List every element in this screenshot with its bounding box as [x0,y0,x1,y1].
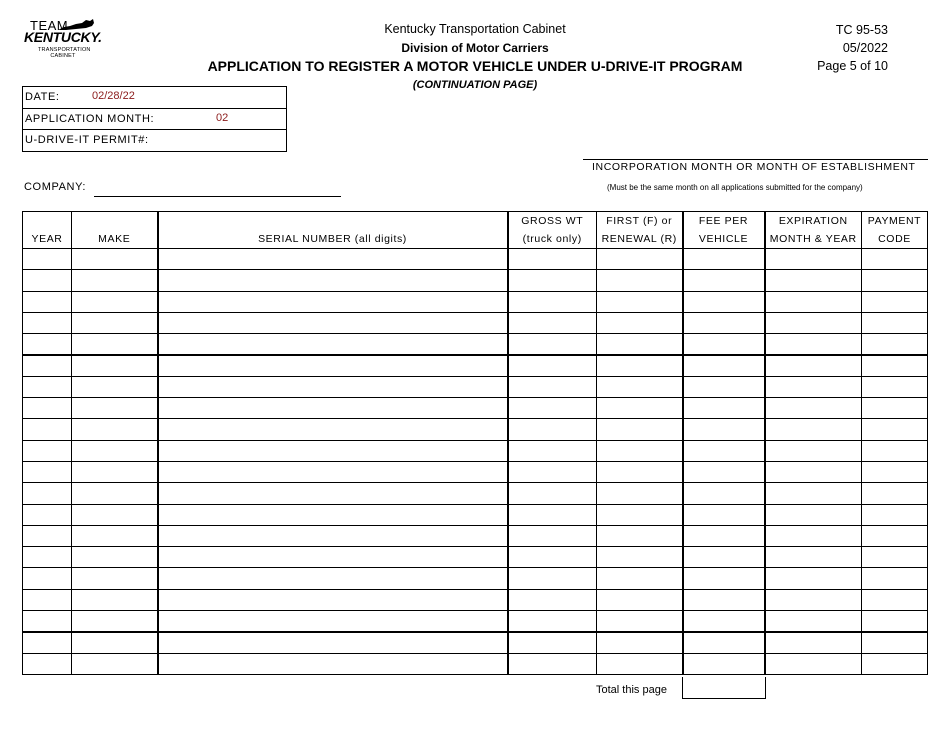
header-serial-number-line1 [159,212,507,230]
first-or-renewal-cell[interactable] [597,334,683,355]
make-cell[interactable] [72,398,158,419]
payment-code-cell[interactable] [862,376,928,397]
fee-per-vehicle-cell[interactable] [683,461,765,482]
payment-code-cell[interactable] [862,249,928,270]
first-or-renewal-cell[interactable] [597,547,683,568]
gross-weight-cell[interactable] [508,611,597,632]
total-label: Total this page [596,684,667,696]
serial-number-cell[interactable] [158,398,508,419]
gross-weight-cell[interactable] [508,525,597,546]
serial-number-cell[interactable] [158,249,508,270]
serial-number-cell[interactable] [158,483,508,504]
payment-code-cell[interactable] [862,568,928,589]
fee-per-vehicle-cell[interactable] [683,483,765,504]
payment-code-cell[interactable] [862,419,928,440]
logo-cabinet-text: CABINET [50,53,76,59]
gross-weight-cell[interactable] [508,376,597,397]
gross-weight-cell[interactable] [508,568,597,589]
payment-code-cell[interactable] [862,611,928,632]
make-cell[interactable] [72,483,158,504]
payment-code-cell[interactable] [862,461,928,482]
permit-label: U-DRIVE-IT PERMIT#: [25,134,149,146]
gross-weight-cell[interactable] [508,270,597,291]
company-field[interactable] [94,196,341,197]
expiration-cell[interactable] [765,312,862,333]
serial-number-cell[interactable] [158,461,508,482]
fee-per-vehicle-cell[interactable] [683,419,765,440]
table-row [23,611,928,632]
make-cell[interactable] [72,611,158,632]
gross-weight-cell[interactable] [508,504,597,525]
application-month-field[interactable]: 02 [216,111,229,124]
first-or-renewal-cell[interactable] [597,632,683,653]
year-cell[interactable] [23,589,72,610]
application-info-box [22,86,287,152]
expiration-cell[interactable] [765,334,862,355]
make-cell[interactable] [72,355,158,376]
payment-code-cell[interactable] [862,483,928,504]
fee-per-vehicle-cell[interactable] [683,334,765,355]
year-cell[interactable] [23,270,72,291]
total-field[interactable] [682,677,766,699]
header-expiration-line1: EXPIRATION [778,215,848,227]
expiration-cell[interactable] [765,525,862,546]
table-row [23,632,928,653]
fee-per-vehicle-cell[interactable] [683,312,765,333]
make-cell[interactable] [72,547,158,568]
header-gross-weight-line1: GROSS WT [521,215,584,227]
serial-number-cell[interactable] [158,504,508,525]
make-cell[interactable] [72,291,158,312]
incorporation-field-line[interactable] [583,159,928,160]
table-row [23,355,928,376]
header-payment-code-line2: CODE [878,233,911,245]
gross-weight-cell[interactable] [508,483,597,504]
table-row [23,653,928,674]
fee-per-vehicle-cell[interactable] [683,632,765,653]
first-or-renewal-cell[interactable] [597,611,683,632]
make-cell[interactable] [72,504,158,525]
header-make [72,212,158,249]
table-body [23,249,928,675]
year-cell[interactable] [23,249,72,270]
expiration-cell[interactable] [765,504,862,525]
gross-weight-cell[interactable] [508,398,597,419]
header-serial-number-line2: SERIAL NUMBER (all digits) [258,233,407,245]
year-cell[interactable] [23,440,72,461]
expiration-cell[interactable] [765,398,862,419]
first-or-renewal-cell[interactable] [597,653,683,674]
first-or-renewal-cell[interactable] [597,483,683,504]
payment-code-cell[interactable] [862,653,928,674]
year-cell[interactable] [23,398,72,419]
first-or-renewal-cell[interactable] [597,270,683,291]
first-or-renewal-cell[interactable] [597,589,683,610]
expiration-cell[interactable] [765,611,862,632]
gross-weight-cell[interactable] [508,291,597,312]
fee-per-vehicle-cell[interactable] [683,376,765,397]
date-label: DATE: [25,91,60,103]
first-or-renewal-cell[interactable] [597,355,683,376]
make-cell[interactable] [72,653,158,674]
year-cell[interactable] [23,504,72,525]
header-make-line2: MAKE [98,233,131,245]
serial-number-cell[interactable] [158,589,508,610]
incorporation-note: (Must be the same month on all applications submitted for the company) [607,183,863,192]
year-cell[interactable] [23,461,72,482]
table-row [23,291,928,312]
gross-weight-cell[interactable] [508,653,597,674]
make-cell[interactable] [72,270,158,291]
gross-weight-cell[interactable] [508,589,597,610]
table-row [23,440,928,461]
payment-code-cell[interactable] [862,504,928,525]
table-row [23,270,928,291]
payment-code-cell[interactable] [862,589,928,610]
header-fee-per-vehicle-line2: VEHICLE [698,233,749,245]
make-cell[interactable] [72,334,158,355]
fee-per-vehicle-cell[interactable] [683,589,765,610]
header-gross-weight-line2: (truck only) [522,233,582,245]
expiration-cell[interactable] [765,483,862,504]
agency-name: Kentucky Transportation Cabinet [384,22,566,36]
table-row [23,504,928,525]
year-cell[interactable] [23,568,72,589]
gross-weight-cell[interactable] [508,419,597,440]
fee-per-vehicle-cell[interactable] [683,525,765,546]
first-or-renewal-cell[interactable] [597,398,683,419]
first-or-renewal-cell[interactable] [597,291,683,312]
gross-weight-cell[interactable] [508,334,597,355]
fee-per-vehicle-cell[interactable] [683,355,765,376]
payment-code-cell[interactable] [862,525,928,546]
fee-per-vehicle-cell[interactable] [683,547,765,568]
serial-number-cell[interactable] [158,376,508,397]
header-payment-code [862,212,928,249]
serial-number-cell[interactable] [158,568,508,589]
header-fee-per-vehicle [683,212,765,249]
revision-date: 05/2022 [842,41,888,55]
make-cell[interactable] [72,440,158,461]
header-expiration-line2: MONTH & YEAR [769,233,857,245]
date-row [23,87,286,109]
payment-code-cell[interactable] [862,291,928,312]
year-cell[interactable] [23,525,72,546]
serial-number-cell[interactable] [158,334,508,355]
table-row [23,568,928,589]
table-row [23,589,928,610]
table-row [23,483,928,504]
year-cell[interactable] [23,547,72,568]
make-cell[interactable] [72,376,158,397]
header-gross-weight [508,212,597,249]
form-subtitle: (CONTINUATION PAGE) [412,79,538,91]
serial-number-cell[interactable] [158,291,508,312]
expiration-cell[interactable] [765,419,862,440]
incorporation-label: INCORPORATION MONTH OR MONTH OF ESTABLISHMENT [592,161,916,173]
date-field[interactable]: 02/28/22 [92,90,135,102]
expiration-cell[interactable] [765,270,862,291]
form-number: TC 95-53 [835,23,888,37]
year-cell[interactable] [23,653,72,674]
table-header-row [23,212,928,249]
make-cell[interactable] [72,632,158,653]
table-row [23,334,928,355]
payment-code-cell[interactable] [862,632,928,653]
fee-per-vehicle-cell[interactable] [683,611,765,632]
expiration-cell[interactable] [765,653,862,674]
fee-per-vehicle-cell[interactable] [683,249,765,270]
make-cell[interactable] [72,461,158,482]
table-row [23,461,928,482]
serial-number-cell[interactable] [158,312,508,333]
first-or-renewal-cell[interactable] [597,419,683,440]
fee-per-vehicle-cell[interactable] [683,398,765,419]
serial-number-cell[interactable] [158,440,508,461]
vehicle-table [22,211,928,675]
expiration-cell[interactable] [765,461,862,482]
expiration-cell[interactable] [765,249,862,270]
make-cell[interactable] [72,589,158,610]
payment-code-cell[interactable] [862,440,928,461]
expiration-cell[interactable] [765,589,862,610]
fee-per-vehicle-cell[interactable] [683,440,765,461]
year-cell[interactable] [23,419,72,440]
gross-weight-cell[interactable] [508,461,597,482]
fee-per-vehicle-cell[interactable] [683,270,765,291]
first-or-renewal-cell[interactable] [597,525,683,546]
expiration-cell[interactable] [765,547,862,568]
serial-number-cell[interactable] [158,547,508,568]
page-indicator: Page 5 of 10 [817,59,888,73]
fee-per-vehicle-cell[interactable] [683,291,765,312]
header-year [23,212,72,249]
first-or-renewal-cell[interactable] [597,504,683,525]
gross-weight-cell[interactable] [508,312,597,333]
serial-number-cell[interactable] [158,653,508,674]
year-cell[interactable] [23,291,72,312]
make-cell[interactable] [72,525,158,546]
header-first-or-renewal-line1: FIRST (F) or [606,215,673,227]
header-serial-number [158,212,508,249]
expiration-cell[interactable] [765,355,862,376]
gross-weight-cell[interactable] [508,440,597,461]
gross-weight-cell[interactable] [508,632,597,653]
year-cell[interactable] [23,355,72,376]
table-row [23,525,928,546]
header-expiration [765,212,862,249]
payment-code-cell[interactable] [862,334,928,355]
header-first-or-renewal [597,212,683,249]
gross-weight-cell[interactable] [508,355,597,376]
company-label: COMPANY: [24,181,87,193]
expiration-cell[interactable] [765,632,862,653]
expiration-cell[interactable] [765,568,862,589]
application-month-row [23,109,286,131]
gross-weight-cell[interactable] [508,249,597,270]
serial-number-cell[interactable] [158,632,508,653]
year-cell[interactable] [23,334,72,355]
make-cell[interactable] [72,568,158,589]
first-or-renewal-cell[interactable] [597,249,683,270]
fee-per-vehicle-cell[interactable] [683,568,765,589]
permit-row [23,130,286,151]
table-row [23,376,928,397]
make-cell[interactable] [72,419,158,440]
payment-code-cell[interactable] [862,270,928,291]
header-fee-per-vehicle-line1: FEE PER [698,215,749,227]
serial-number-cell[interactable] [158,270,508,291]
table-row [23,398,928,419]
year-cell[interactable] [23,376,72,397]
header-year-line1 [23,212,71,230]
payment-code-cell[interactable] [862,355,928,376]
header-first-or-renewal-line2: RENEWAL (R) [601,233,677,245]
expiration-cell[interactable] [765,440,862,461]
first-or-renewal-cell[interactable] [597,568,683,589]
year-cell[interactable] [23,632,72,653]
fee-per-vehicle-cell[interactable] [683,653,765,674]
expiration-cell[interactable] [765,291,862,312]
year-cell[interactable] [23,312,72,333]
serial-number-cell[interactable] [158,611,508,632]
logo-kentucky-text: KENTUCKY. [24,29,102,45]
first-or-renewal-cell[interactable] [597,312,683,333]
header-make-line1 [72,212,157,230]
fee-per-vehicle-cell[interactable] [683,504,765,525]
gross-weight-cell[interactable] [508,547,597,568]
serial-number-cell[interactable] [158,419,508,440]
serial-number-cell[interactable] [158,525,508,546]
table-row [23,419,928,440]
logo-transportation-text: TRANSPORTATION [38,47,91,53]
payment-code-cell[interactable] [862,312,928,333]
division-name: Division of Motor Carriers [401,41,549,55]
table-row [23,312,928,333]
form-title: APPLICATION TO REGISTER A MOTOR VEHICLE UNDER U-DRIVE-IT PROGRAM [207,58,743,74]
application-month-label: APPLICATION MONTH: [25,112,155,125]
first-or-renewal-cell[interactable] [597,461,683,482]
make-cell[interactable] [72,312,158,333]
first-or-renewal-cell[interactable] [597,376,683,397]
payment-code-cell[interactable] [862,398,928,419]
header-payment-code-line1: PAYMENT [867,215,922,227]
table-row [23,547,928,568]
year-cell[interactable] [23,611,72,632]
serial-number-cell[interactable] [158,355,508,376]
year-cell[interactable] [23,483,72,504]
expiration-cell[interactable] [765,376,862,397]
header-year-line2: YEAR [31,233,63,245]
payment-code-cell[interactable] [862,547,928,568]
table-row [23,249,928,270]
make-cell[interactable] [72,249,158,270]
logo-team-text: TEAM [30,18,69,33]
first-or-renewal-cell[interactable] [597,440,683,461]
